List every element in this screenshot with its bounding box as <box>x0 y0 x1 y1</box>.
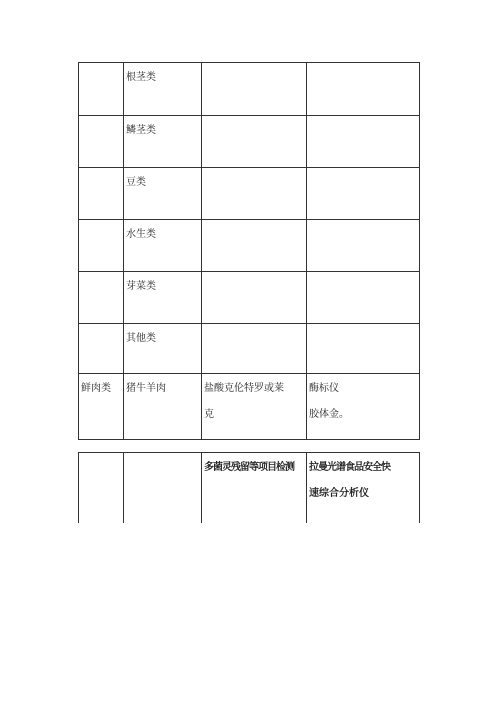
table-row <box>79 116 420 168</box>
substance-cell <box>202 220 307 272</box>
item-cell <box>124 272 202 324</box>
table-row <box>79 168 420 220</box>
method-cell <box>307 453 420 523</box>
item-cell <box>124 168 202 220</box>
substance-cell <box>202 168 307 220</box>
method-cell <box>307 220 420 272</box>
table-row <box>79 324 420 374</box>
method-cell <box>307 272 420 324</box>
category-cell <box>79 116 124 168</box>
item-label: 猪牛羊肉 <box>126 383 166 394</box>
category-cell <box>79 168 124 220</box>
table-row <box>79 220 420 272</box>
substance-cell <box>202 63 307 116</box>
substance-line-1: 盐酸克伦特罗或莱 <box>204 383 284 394</box>
item-cell <box>124 63 202 116</box>
category-cell <box>79 453 124 523</box>
method-cell <box>307 374 420 440</box>
category-cell <box>79 374 124 440</box>
inspection-table <box>78 62 420 440</box>
method-cell <box>307 168 420 220</box>
method-cell <box>307 116 420 168</box>
category-cell <box>79 324 124 374</box>
item-cell <box>124 116 202 168</box>
item-label: 鳞茎类 <box>126 125 156 136</box>
table-row <box>79 63 420 116</box>
substance-line-2: 克 <box>204 409 214 420</box>
substance-cell <box>202 453 307 523</box>
continuation-table <box>78 452 420 523</box>
substance-cell <box>202 324 307 374</box>
substance-cell <box>202 374 307 440</box>
item-label: 其他类 <box>126 333 156 344</box>
category-cell <box>79 63 124 116</box>
method-line-1: 酶标仪 <box>309 383 339 394</box>
item-cell <box>124 324 202 374</box>
item-label: 豆类 <box>126 177 146 188</box>
method-line-2: 速综合分析仪 <box>309 488 369 499</box>
table-row <box>79 453 420 523</box>
item-label: 芽菜类 <box>126 281 156 292</box>
method-line-2: 胶体金。 <box>309 409 349 420</box>
method-garbled-text: 拉曼光谱食品安全快 <box>309 462 390 473</box>
method-cell <box>307 63 420 116</box>
table-row-meat <box>79 374 420 440</box>
substance-garbled-text: 多菌灵残留等项目检测 <box>204 462 294 473</box>
method-cell <box>307 324 420 374</box>
item-label: 根茎类 <box>126 72 156 83</box>
table-row <box>79 272 420 324</box>
substance-cell <box>202 272 307 324</box>
substance-cell <box>202 116 307 168</box>
item-label: 水生类 <box>126 229 156 240</box>
category-label: 鲜肉类 <box>81 383 111 394</box>
item-cell <box>124 374 202 440</box>
item-cell <box>124 220 202 272</box>
category-cell <box>79 220 124 272</box>
item-cell <box>124 453 202 523</box>
category-cell <box>79 272 124 324</box>
